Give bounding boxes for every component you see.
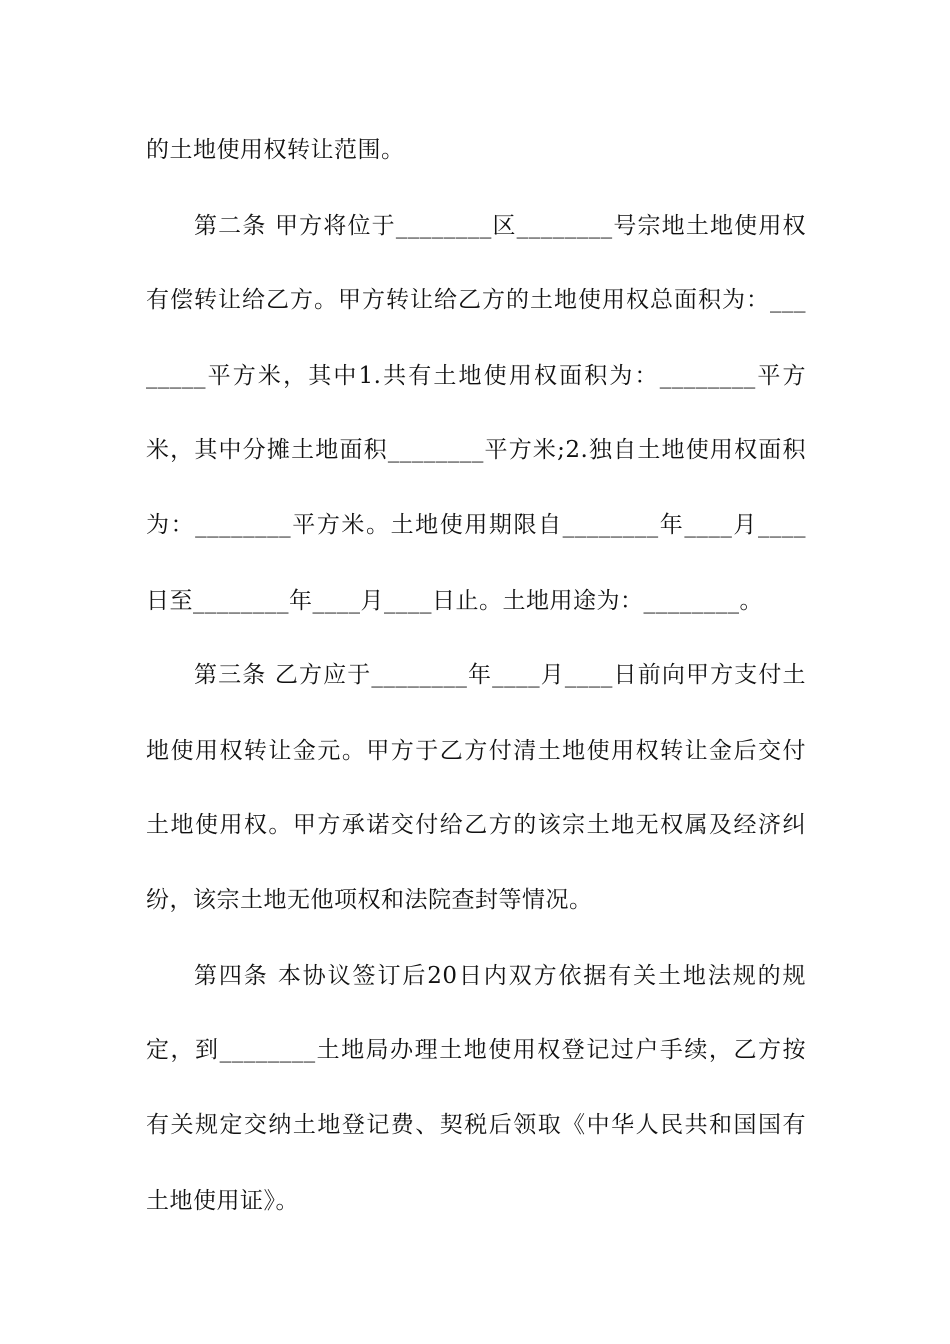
text-line-11: 纷，该宗土地无他项权和法院查封等情况。 xyxy=(146,887,593,913)
text-line-5: 米，其中分摊土地面积________平方米;2.独自土地使用权面积 xyxy=(146,437,806,463)
text-line-4: _____平方米，其中1.共有土地使用权面积为：________平方 xyxy=(146,363,806,389)
text-line-14: 有关规定交纳土地登记费、契税后领取《中华人民共和国国有 xyxy=(146,1112,806,1138)
text-line-10: 土地使用权。甲方承诺交付给乙方的该宗土地无权属及经济纠 xyxy=(146,812,806,838)
text-line-1: 的土地使用权转让范围。 xyxy=(146,137,405,163)
text-line-13: 定，到________土地局办理土地使用权登记过户手续，乙方按 xyxy=(146,1037,806,1063)
article-3-heading-line: 第三条 乙方应于________年____月____日前向甲方支付土 xyxy=(194,662,806,688)
article-2-heading-line: 第二条 甲方将位于________区________号宗地土地使用权 xyxy=(194,213,806,239)
text-line-6: 为：________平方米。土地使用期限自________年____月____ xyxy=(146,512,806,538)
text-line-15: 土地使用证》。 xyxy=(146,1188,299,1214)
article-4-heading-line: 第四条 本协议签订后20日内双方依据有关土地法规的规 xyxy=(194,963,806,989)
text-line-9: 地使用权转让金元。甲方于乙方付清土地使用权转让金后交付 xyxy=(146,738,806,764)
text-line-7: 日至________年____月____日止。土地用途为：________。 xyxy=(146,588,763,614)
text-line-3: 有偿转让给乙方。甲方转让给乙方的土地使用权总面积为：___ xyxy=(146,287,806,313)
